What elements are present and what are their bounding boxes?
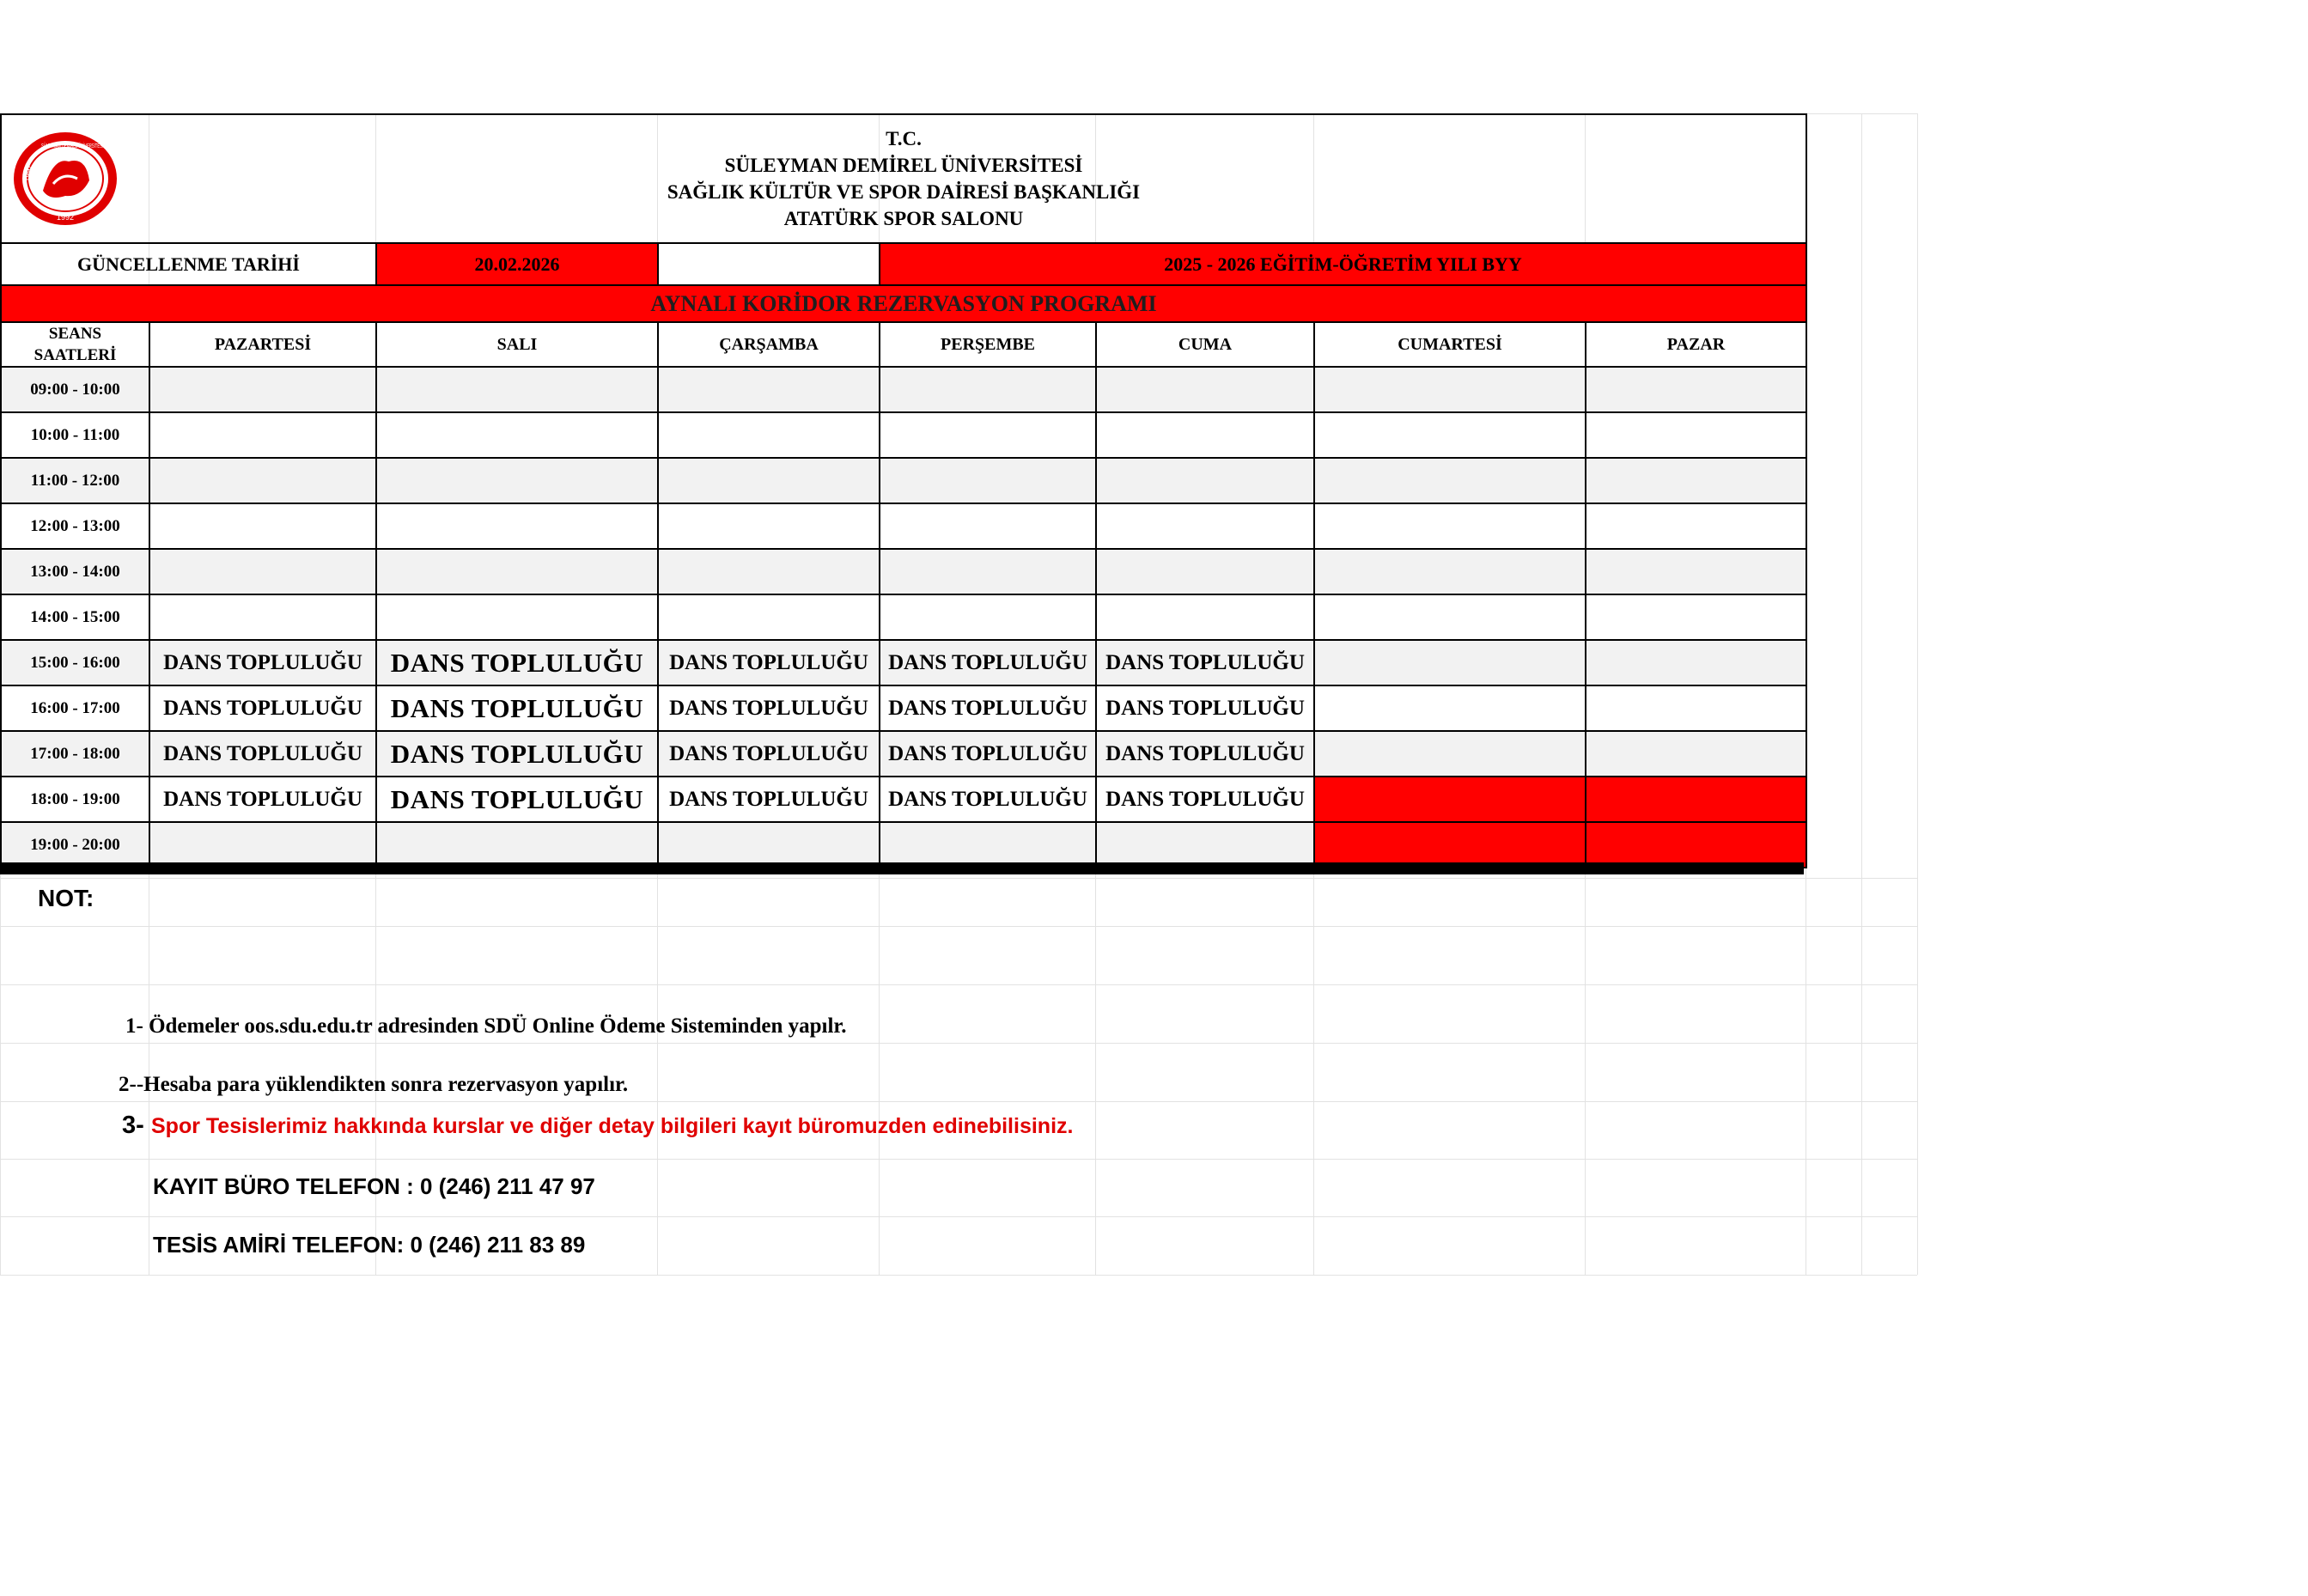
time-slot-label: 11:00 - 12:00 <box>1 458 149 503</box>
academic-year-label: 2025 - 2026 EĞİTİM-ÖĞRETİM YILI BYY <box>880 243 1806 285</box>
slot-cell-thursday <box>880 594 1096 640</box>
day-header-wednesday: ÇARŞAMBA <box>658 322 880 367</box>
time-slot-row <box>1 640 1806 685</box>
slot-cell-tuesday <box>376 458 658 503</box>
header-line-tc: T.C. <box>886 128 922 149</box>
slot-cell-monday: DANS TOPLULUĞU <box>149 731 376 777</box>
time-slot-row <box>1 685 1806 731</box>
slot-cell-saturday <box>1314 685 1586 731</box>
logo-year-bottom: 1992 <box>57 213 75 222</box>
slot-cell-sunday <box>1586 503 1806 549</box>
slot-cell-friday <box>1096 822 1314 868</box>
slot-cell-sunday <box>1586 367 1806 412</box>
slot-cell-friday: DANS TOPLULUĞU <box>1096 640 1314 685</box>
slot-cell-monday <box>149 594 376 640</box>
slot-cell-monday <box>149 367 376 412</box>
header-line-department: SAĞLIK KÜLTÜR VE SPOR DAİRESİ BAŞKANLIĞI <box>667 181 1141 203</box>
time-slot-label: 13:00 - 14:00 <box>1 549 149 594</box>
slot-cell-wednesday <box>658 367 880 412</box>
slot-cell-friday: DANS TOPLULUĞU <box>1096 731 1314 777</box>
slot-cell-monday <box>149 458 376 503</box>
slot-cell-saturday <box>1314 640 1586 685</box>
slot-cell-thursday <box>880 458 1096 503</box>
slot-cell-friday <box>1096 458 1314 503</box>
slot-cell-sunday <box>1586 777 1806 822</box>
slot-cell-saturday <box>1314 549 1586 594</box>
time-slot-label: 14:00 - 15:00 <box>1 594 149 640</box>
update-label: GÜNCELLENME TARİHİ <box>1 243 376 285</box>
slot-cell-tuesday <box>376 549 658 594</box>
time-slot-label: 09:00 - 10:00 <box>1 367 149 412</box>
header-line-facility: ATATÜRK SPOR SALONU <box>783 208 1024 229</box>
slot-cell-monday <box>149 412 376 458</box>
slot-cell-sunday <box>1586 412 1806 458</box>
time-slots <box>1 367 1806 868</box>
slot-cell-tuesday: DANS TOPLULUĞU <box>376 640 658 685</box>
time-slot-row <box>1 731 1806 777</box>
slot-cell-thursday: DANS TOPLULUĞU <box>880 777 1096 822</box>
day-header-saturday: CUMARTESİ <box>1314 322 1586 367</box>
note-reservation: 2--Hesaba para yüklendikten sonra rezervasyon yapılır. <box>119 1073 629 1096</box>
slot-cell-tuesday: DANS TOPLULUĞU <box>376 685 658 731</box>
slot-cell-saturday <box>1314 822 1586 868</box>
slot-cell-saturday <box>1314 731 1586 777</box>
university-seal-icon <box>12 131 146 227</box>
time-slot-row <box>1 458 1806 503</box>
slot-cell-friday <box>1096 503 1314 549</box>
slot-cell-monday <box>149 549 376 594</box>
logo-text: SÜLEYMAN DEMİREL ÜNİVERSİTESİ <box>41 143 146 149</box>
session-hours-header <box>1 322 149 367</box>
slot-cell-sunday <box>1586 594 1806 640</box>
time-slot-label: 17:00 - 18:00 <box>1 731 149 777</box>
document-header <box>1 114 1806 243</box>
session-header-line2: SAATLERİ <box>33 346 117 364</box>
day-header-sunday: PAZAR <box>1586 322 1806 367</box>
meta-blank-cell <box>658 243 880 285</box>
slot-cell-sunday <box>1586 458 1806 503</box>
slot-cell-tuesday <box>376 822 658 868</box>
slot-cell-friday <box>1096 412 1314 458</box>
slot-cell-thursday <box>880 367 1096 412</box>
day-header-monday: PAZARTESİ <box>149 322 376 367</box>
slot-cell-friday: DANS TOPLULUĞU <box>1096 685 1314 731</box>
slot-cell-saturday <box>1314 458 1586 503</box>
time-slot-row <box>1 367 1806 412</box>
note-info: Spor Tesislerimiz hakkında kurslar ve diğer detay bilgileri kayıt büromuzden edinebilisiniz. <box>151 1114 1074 1138</box>
day-header-thursday: PERŞEMBE <box>880 322 1096 367</box>
reservation-table <box>0 113 1807 868</box>
slot-cell-friday <box>1096 367 1314 412</box>
note-payment: 1- Ödemeler oos.sdu.edu.tr adresinden SDÜ Online Ödeme Sisteminden yapılr. <box>125 1014 847 1038</box>
slot-cell-thursday: DANS TOPLULUĞU <box>880 685 1096 731</box>
slot-cell-wednesday <box>658 458 880 503</box>
slot-cell-wednesday <box>658 594 880 640</box>
header-line-university: SÜLEYMAN DEMİREL ÜNİVERSİTESİ <box>724 155 1083 176</box>
slot-cell-saturday <box>1314 503 1586 549</box>
slot-cell-thursday <box>880 549 1096 594</box>
time-slot-row <box>1 549 1806 594</box>
facility-manager-phone: TESİS AMİRİ TELEFON: 0 (246) 211 83 89 <box>153 1232 586 1258</box>
slot-cell-thursday <box>880 822 1096 868</box>
logo-year-left: 1992 <box>22 163 34 183</box>
time-slot-row <box>1 777 1806 822</box>
slot-cell-sunday <box>1586 731 1806 777</box>
slot-cell-tuesday <box>376 367 658 412</box>
slot-cell-wednesday <box>658 822 880 868</box>
slot-cell-saturday <box>1314 777 1586 822</box>
slot-cell-sunday <box>1586 685 1806 731</box>
day-header-tuesday: SALI <box>376 322 658 367</box>
slot-cell-friday: DANS TOPLULUĞU <box>1096 777 1314 822</box>
slot-cell-wednesday <box>658 549 880 594</box>
slot-cell-friday <box>1096 549 1314 594</box>
day-header-friday: CUMA <box>1096 322 1314 367</box>
time-slot-row <box>1 412 1806 458</box>
slot-cell-saturday <box>1314 367 1586 412</box>
time-slot-label: 19:00 - 20:00 <box>1 822 149 868</box>
slot-cell-saturday <box>1314 412 1586 458</box>
slot-cell-wednesday: DANS TOPLULUĞU <box>658 731 880 777</box>
time-slot-label: 16:00 - 17:00 <box>1 685 149 731</box>
time-slot-row <box>1 503 1806 549</box>
time-slot-row <box>1 822 1806 868</box>
slot-cell-sunday <box>1586 822 1806 868</box>
slot-cell-thursday: DANS TOPLULUĞU <box>880 640 1096 685</box>
time-slot-row <box>1 594 1806 640</box>
slot-cell-monday: DANS TOPLULUĞU <box>149 685 376 731</box>
table-bottom-border <box>0 862 1804 874</box>
slot-cell-tuesday: DANS TOPLULUĞU <box>376 777 658 822</box>
time-slot-label: 15:00 - 16:00 <box>1 640 149 685</box>
session-header-line1: SEANS <box>48 325 102 343</box>
slot-cell-sunday <box>1586 640 1806 685</box>
slot-cell-tuesday: DANS TOPLULUĞU <box>376 731 658 777</box>
note-number-3: 3- <box>122 1112 144 1139</box>
update-date: 20.02.2026 <box>376 243 658 285</box>
slot-cell-wednesday: DANS TOPLULUĞU <box>658 685 880 731</box>
slot-cell-wednesday <box>658 412 880 458</box>
slot-cell-monday <box>149 503 376 549</box>
slot-cell-saturday <box>1314 594 1586 640</box>
slot-cell-thursday: DANS TOPLULUĞU <box>880 731 1096 777</box>
slot-cell-thursday <box>880 503 1096 549</box>
registration-phone: KAYIT BÜRO TELEFON : 0 (246) 211 47 97 <box>153 1173 595 1199</box>
program-title: AYNALI KORİDOR REZERVASYON PROGRAMI <box>1 285 1806 322</box>
notes-label: NOT: <box>38 885 94 911</box>
slot-cell-friday <box>1096 594 1314 640</box>
slot-cell-thursday <box>880 412 1096 458</box>
time-slot-label: 18:00 - 19:00 <box>1 777 149 822</box>
slot-cell-wednesday: DANS TOPLULUĞU <box>658 640 880 685</box>
slot-cell-tuesday <box>376 503 658 549</box>
slot-cell-tuesday <box>376 594 658 640</box>
slot-cell-monday: DANS TOPLULUĞU <box>149 777 376 822</box>
slot-cell-monday <box>149 822 376 868</box>
slot-cell-sunday <box>1586 549 1806 594</box>
slot-cell-tuesday <box>376 412 658 458</box>
time-slot-label: 12:00 - 13:00 <box>1 503 149 549</box>
slot-cell-monday: DANS TOPLULUĞU <box>149 640 376 685</box>
slot-cell-wednesday: DANS TOPLULUĞU <box>658 777 880 822</box>
slot-cell-wednesday <box>658 503 880 549</box>
time-slot-label: 10:00 - 11:00 <box>1 412 149 458</box>
